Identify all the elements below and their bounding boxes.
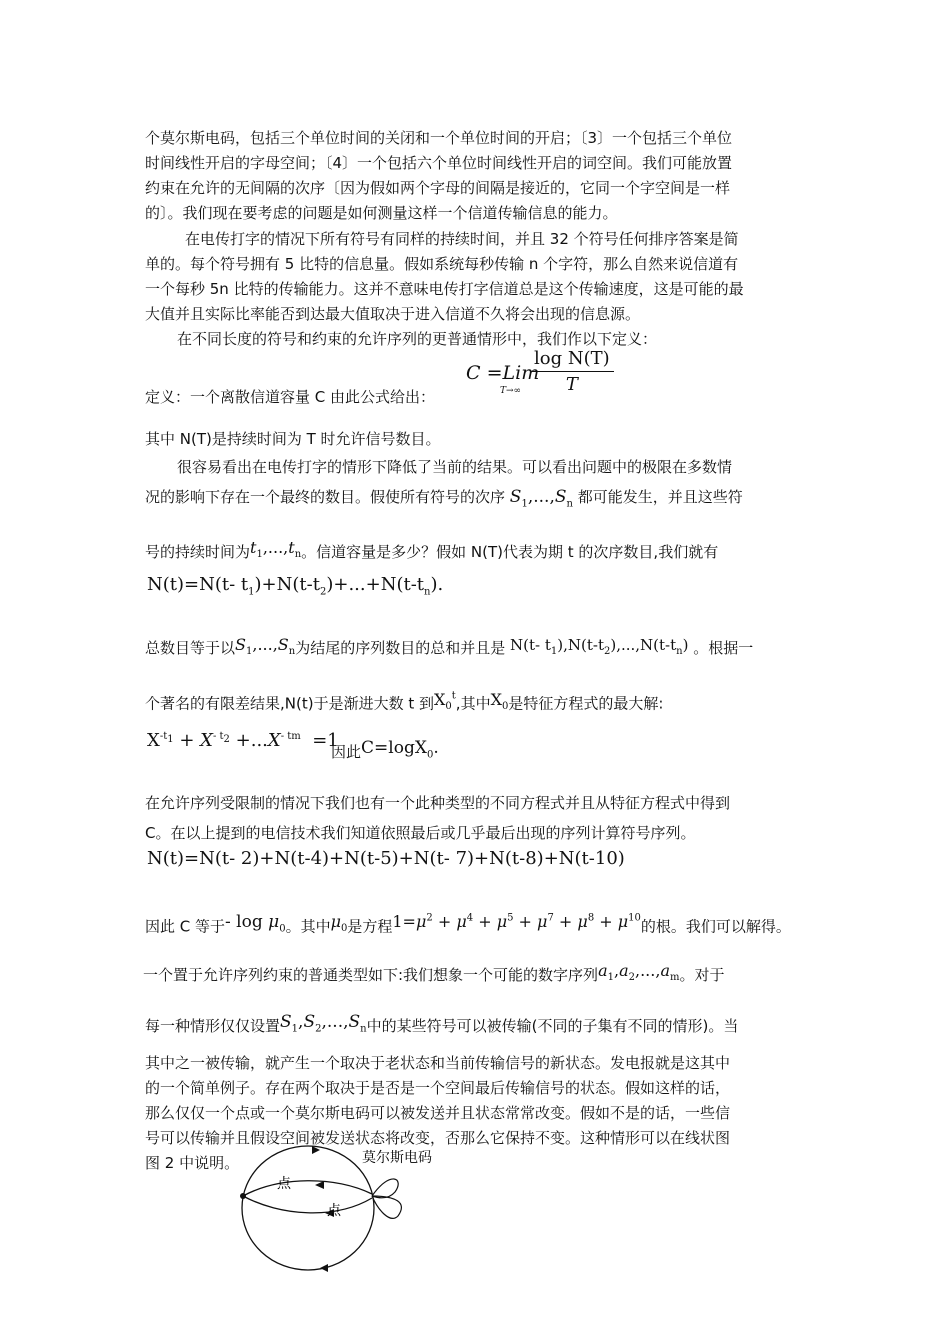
text-span: 。根据一 <box>693 639 754 657</box>
text-line: 个莫尔斯电码，包括三个单位时间的关闭和一个单位时间的开启；〔3〕一个包括三个单位 <box>145 129 733 147</box>
text-line <box>145 908 810 941</box>
text-span: 。对于 <box>679 966 725 984</box>
lower-arc <box>243 1196 372 1213</box>
text-span: 是方程 <box>347 917 393 936</box>
mu0-symbol: $\mu_0$ <box>330 912 348 935</box>
eq2-therefore <box>331 737 531 766</box>
text-line: 那么仅仅一个点或一个莫尔斯电码可以被发送并且状态常常改变。假如不是的话，一些信 <box>145 1104 731 1122</box>
text-line <box>145 634 810 663</box>
formula-lim: Lim <box>502 362 540 384</box>
text-span: 每一种情形仅仅设置 <box>145 1017 281 1035</box>
text-line: 在不同长度的符号和约束的允许序列的更普通情形中，我们作以下定义： <box>177 330 658 348</box>
n-sequence: N(t- $t_1),N(t-t_2),...,N(t-t_n)$ <box>505 636 694 657</box>
therefore-text: 因此 <box>331 743 362 761</box>
text-span: 的根。我们可以解得。 <box>640 917 791 936</box>
text-line: C。在以上提到的电信技术我们知道依照最后或几乎最后出现的序列计算符号序列。 <box>145 824 696 842</box>
characteristic-equation: $X^{-t_1} + X^{- t_2} +...X^{- tm} =1$ <box>147 730 339 751</box>
text-span: 是特征方程式的最大解: <box>508 694 664 713</box>
self-loop-upper <box>372 1179 398 1198</box>
formula-c: C = <box>466 362 503 384</box>
text-span: ,其中 <box>455 694 491 713</box>
mu-equation: $1=\mu^2 + \mu^4 + \mu^5 + \mu^7 + \mu^8 + \mu^{10}$ <box>392 912 641 932</box>
formula-lim-sub: T→∞ <box>500 386 522 396</box>
formula-lhs <box>466 362 539 384</box>
state-graph-figure <box>230 1140 480 1280</box>
text-line: 的〕。我们现在要考虑的问题是如何测量这样一个信道传输信息的能力。 <box>145 204 618 222</box>
text-span: 因此 C 等于 <box>145 917 226 936</box>
text-line: 其中之一被传输，就产生一个取决于老状态和当前传输信号的新状态。发电报就是这其中 <box>145 1054 731 1072</box>
text-line <box>143 960 808 989</box>
text-line: 时间线性开启的字母空间；〔4〕一个包括六个单位时间线性开启的词空间。我们可能放置 <box>145 154 733 172</box>
text-span: 况的影响下存在一个最终的数目。假使所有符号的次序 <box>145 488 506 506</box>
text-line <box>145 486 810 515</box>
capacity-result-text: C=logX <box>361 738 427 758</box>
symbol-sequence: $S_1,...,S_n$ <box>509 487 573 510</box>
text-line: 单的。每个符号拥有 5 比特的信息量。假如系统每秒传输 n 个字符，那么自然来说信道有 <box>145 255 739 273</box>
label-dot-2: 点 <box>327 1203 341 1219</box>
text-span: 都可能发生，并且这些符 <box>577 488 743 506</box>
text-line: 在电传打字的情况下所有符号有同样的持续时间，并且 32 个符号任何排序答案是简 <box>185 230 739 248</box>
text-span: 号的持续时间为 <box>145 543 251 561</box>
text-span: 一个置于允许序列约束的普通类型如下:我们想象一个可能的数字序列 <box>143 966 599 984</box>
s-sequence: $S_1,S_2,...,S_n$ <box>280 1012 367 1035</box>
text-line <box>145 537 810 566</box>
a-sequence: $a_1,a_2,...,a_m$ <box>598 961 680 984</box>
formula-fraction <box>530 348 614 395</box>
x0-symbol: $X_0$ <box>490 690 509 713</box>
text-line: 的一个简单例子。存在两个取决于是否是一个空间最后传输信号的状态。假如这样的话， <box>145 1079 731 1097</box>
text-line <box>145 686 810 719</box>
symbol-sequence: $S_1,...,S_n$ <box>235 635 296 658</box>
text-line <box>145 1011 810 1040</box>
label-dot-1: 点 <box>277 1176 291 1192</box>
self-loop-lower <box>372 1196 401 1218</box>
text-line: 号可以传输并且假设空间被发送状态将改变，否那么它保持不变。这种情形可以在线状图 <box>145 1129 731 1147</box>
text-span: 总数目等于以 <box>145 639 236 657</box>
text-line: 在允许序列受限制的情况下我们也有一个此种类型的不同方程式并且从特征方程式中得到 <box>145 794 731 812</box>
neg-log-mu: - $\log \mu_0$ <box>225 912 286 935</box>
equation-telegraph: N(t)=N(t- 2)+N(t-4)+N(t-5)+N(t- 7)+N(t-8)+N(t-10) <box>147 848 625 869</box>
text-span: 为结尾的序列数目的总和并且是 <box>295 639 506 657</box>
text-line: 约束在允许的无间隔的次序〔因为假如两个字母的间隔是接近的，它同一个字空间是一样 <box>145 179 731 197</box>
text-line: 一个每秒 5n 比特的传输能力。这并不意味电传打字信道总是这个传输速度，这是可能的最 <box>145 280 744 298</box>
text-line: 很容易看出在电传打字的情形下降低了当前的结果。可以看出问题中的极限在多数情 <box>177 458 733 476</box>
upper-arc <box>243 1181 372 1196</box>
arrow-bottom <box>320 1264 328 1272</box>
text-line: 图 2 中说明。 <box>145 1154 240 1172</box>
state-node <box>240 1193 246 1199</box>
formula-denominator: T <box>565 374 578 395</box>
formula-numerator: log N(T) <box>530 348 614 372</box>
text-span: 。信道容量是多少？假如 N(T)代表为期 t 的次序数目,我们就有 <box>301 543 719 561</box>
text-line: 大值并且实际比率能否到达最大值取决于进入信道不久将会出现的信息源。 <box>145 305 641 323</box>
x0-power: $X_0^t$ <box>434 690 456 713</box>
outer-loop <box>242 1146 374 1270</box>
text-span: 个著名的有限差结果,N(t)于是渐进大数 t 到 <box>145 694 434 713</box>
arrow-upper <box>315 1181 324 1189</box>
text-span: 。其中 <box>285 917 331 936</box>
equation-recurrence: N(t)=N(t- $t_1)+N(t-t_2)+...+N(t-t_n)$. <box>147 574 444 598</box>
text-line: 其中 N(T)是持续时间为 T 时允许信号数目。 <box>145 430 441 448</box>
label-morse: 莫尔斯电码 <box>362 1150 432 1166</box>
definition-text: 定义：一个离散信道容量 C 由此公式给出： <box>145 388 436 406</box>
duration-sequence: $t_1,...,t_n$ <box>250 538 302 561</box>
capacity-result: C=logX$_0$. <box>361 738 439 761</box>
text-span: 中的某些符号可以被传输(不同的子集有不同的情形)。当 <box>366 1017 739 1035</box>
